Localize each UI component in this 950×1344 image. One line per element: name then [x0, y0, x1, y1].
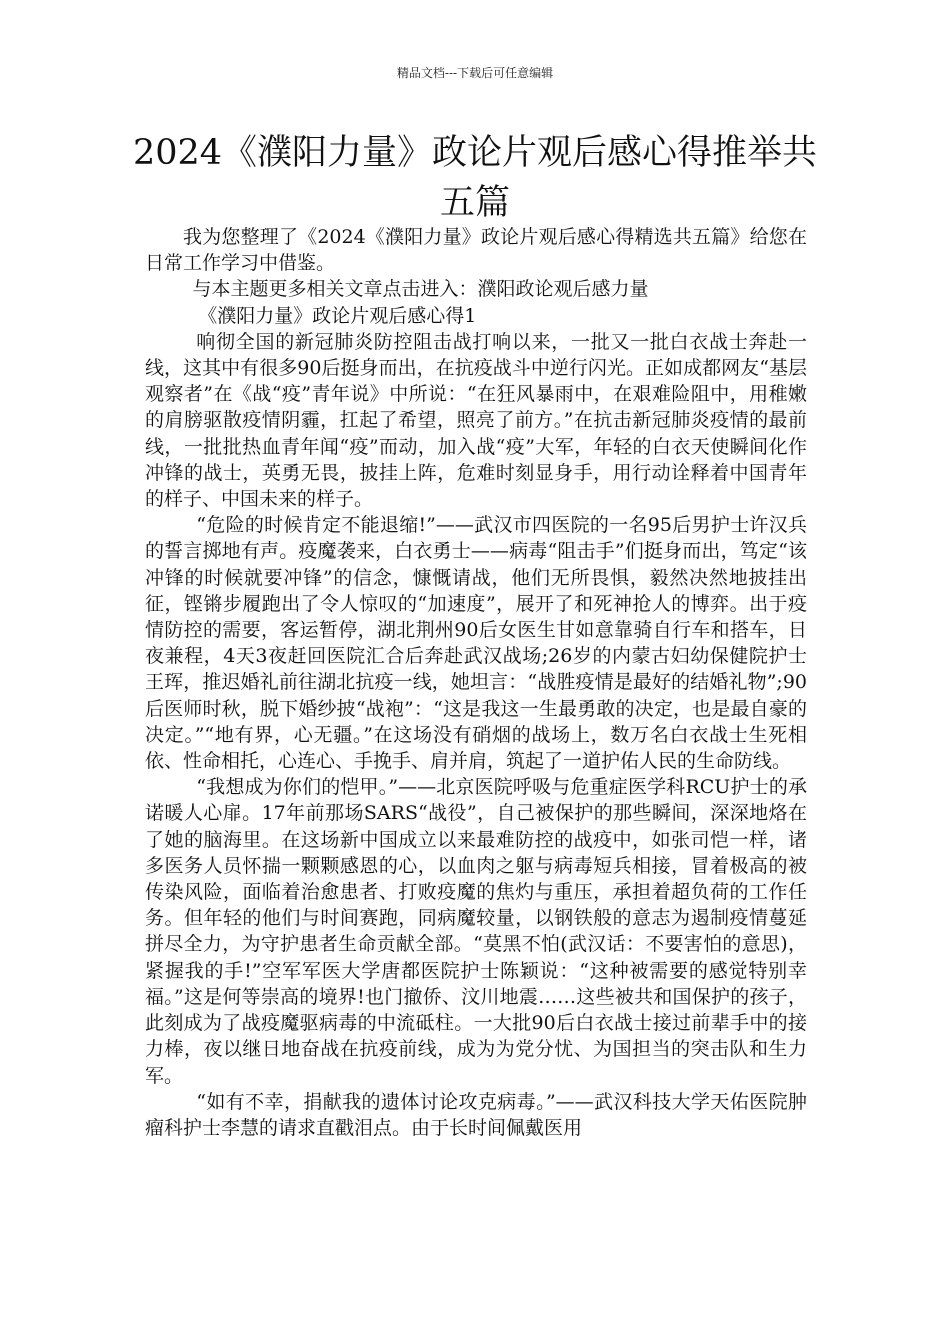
body-paragraph: “危险的时候肯定不能退缩!”——武汉市四医院的一名95后男护士许汉兵的誓言掷地有声。疫魔袭来，白衣勇士——病毒“阻击手”们挺身而出，笃定“该冲锋的时候就要冲锋”的信念，慷慨请战，他们无所畏惧，毅然决然地披挂出征，铿锵步履跑出了令人惊叹的“加速度”，展开了和死神抢人的博弈。出于疫情防控的需要，客运暂停，湖北荆州90后女医生甘如意靠骑自行车和搭车，日夜兼程，4天3夜赶回医院汇合后奔赴武汉战场;26岁的内蒙古妇幼保健院护士王珲，推迟婚礼前往湖北抗疫一线，她坦言：“战胜疫情是最好的结婚礼物”;90后医师时秋，脱下婚纱披“战袍”：“这是我这一生最勇敢的决定，也是最自豪的决定。”“地有界，心无疆。”在这场没有硝烟的战场上，数万名白衣战士生死相依、性命相托，心连心、手挽手、肩并肩，筑起了一道护佑人民的生命防线。: [145, 514, 807, 773]
body-paragraph: 响彻全国的新冠肺炎防控阻击战打响以来，一批又一批白衣战士奔赴一线，这其中有很多90后挺身而出，在抗疫战斗中逆行闪光。正如成都网友“基层观察者”在《战“疫”青年说》中所说：“在狂风暴雨中，在艰难险阻中，用稚嫩的肩膀驱散疫情阴霾，扛起了希望，照亮了前方。”在抗击新冠肺炎疫情的最前线，一批批热血青年闻“疫”而动，加入战“疫”大军，年轻的白衣天使瞬间化作冲锋的战士，英勇无畏，披挂上阵，危难时刻显身手，用行动诠释着中国青年的样子、中国未来的样子。: [145, 330, 807, 511]
related-articles-link[interactable]: 与本主题更多相关文章点击进入：濮阳政论观后感力量: [192, 278, 649, 301]
body-paragraph: “我想成为你们的恺甲。”——北京医院呼吸与危重症医学科RCU护士的承诺暖人心扉。17年前那场SARS“战役”，自己被保护的那些瞬间，深深地烙在了她的脑海里。在这场新中国成立以来最难防控的战疫中，如张司恺一样，诸多医务人员怀揣一颗颗感恩的心，以血肉之躯与病毒短兵相接，冒着极高的被传染风险，面临着治愈患者、打败疫魔的焦灼与重压，承担着超负荷的工作任务。但年轻的他们与时间赛跑，同病魔较量，以钢铁般的意志为遏制疫情蔓延拼尽全力，为守护患者生命贡献全部。“莫黑不怕(武汉话：不要害怕的意思)，紧握我的手!”空军军医大学唐都医院护士陈颖说：“这种被需要的感觉特别幸福。”这是何等崇高的境界!也门撤侨、汶川地震……这些被共和国保护的孩子，此刻成为了战疫魔驱病毒的中流砥柱。一大批90后白衣战士接过前辈手中的接力棒，夜以继日地奋战在抗疫前线，成为为党分忧、为国担当的突击队和生力军。: [145, 776, 807, 1087]
body-paragraph: “如有不幸，捐献我的遗体讨论攻克病毒。”——武汉科技大学天佑医院肿瘤科护士李慧的请求直戳泪点。由于长时间佩戴医用: [145, 1090, 807, 1139]
document-body: [145, 224, 807, 1141]
section-subtitle: 《濮阳力量》政论片观后感心得1: [198, 304, 477, 327]
intro-paragraph: 我为您整理了《2024《濮阳力量》政论片观后感心得精选共五篇》给您在日常工作学习中借鉴。: [145, 226, 807, 275]
page-header: 精品文档---下载后可任意编辑: [396, 66, 554, 80]
document-title: 2024《濮阳力量》政论片观后感心得推举共五篇: [132, 133, 818, 223]
